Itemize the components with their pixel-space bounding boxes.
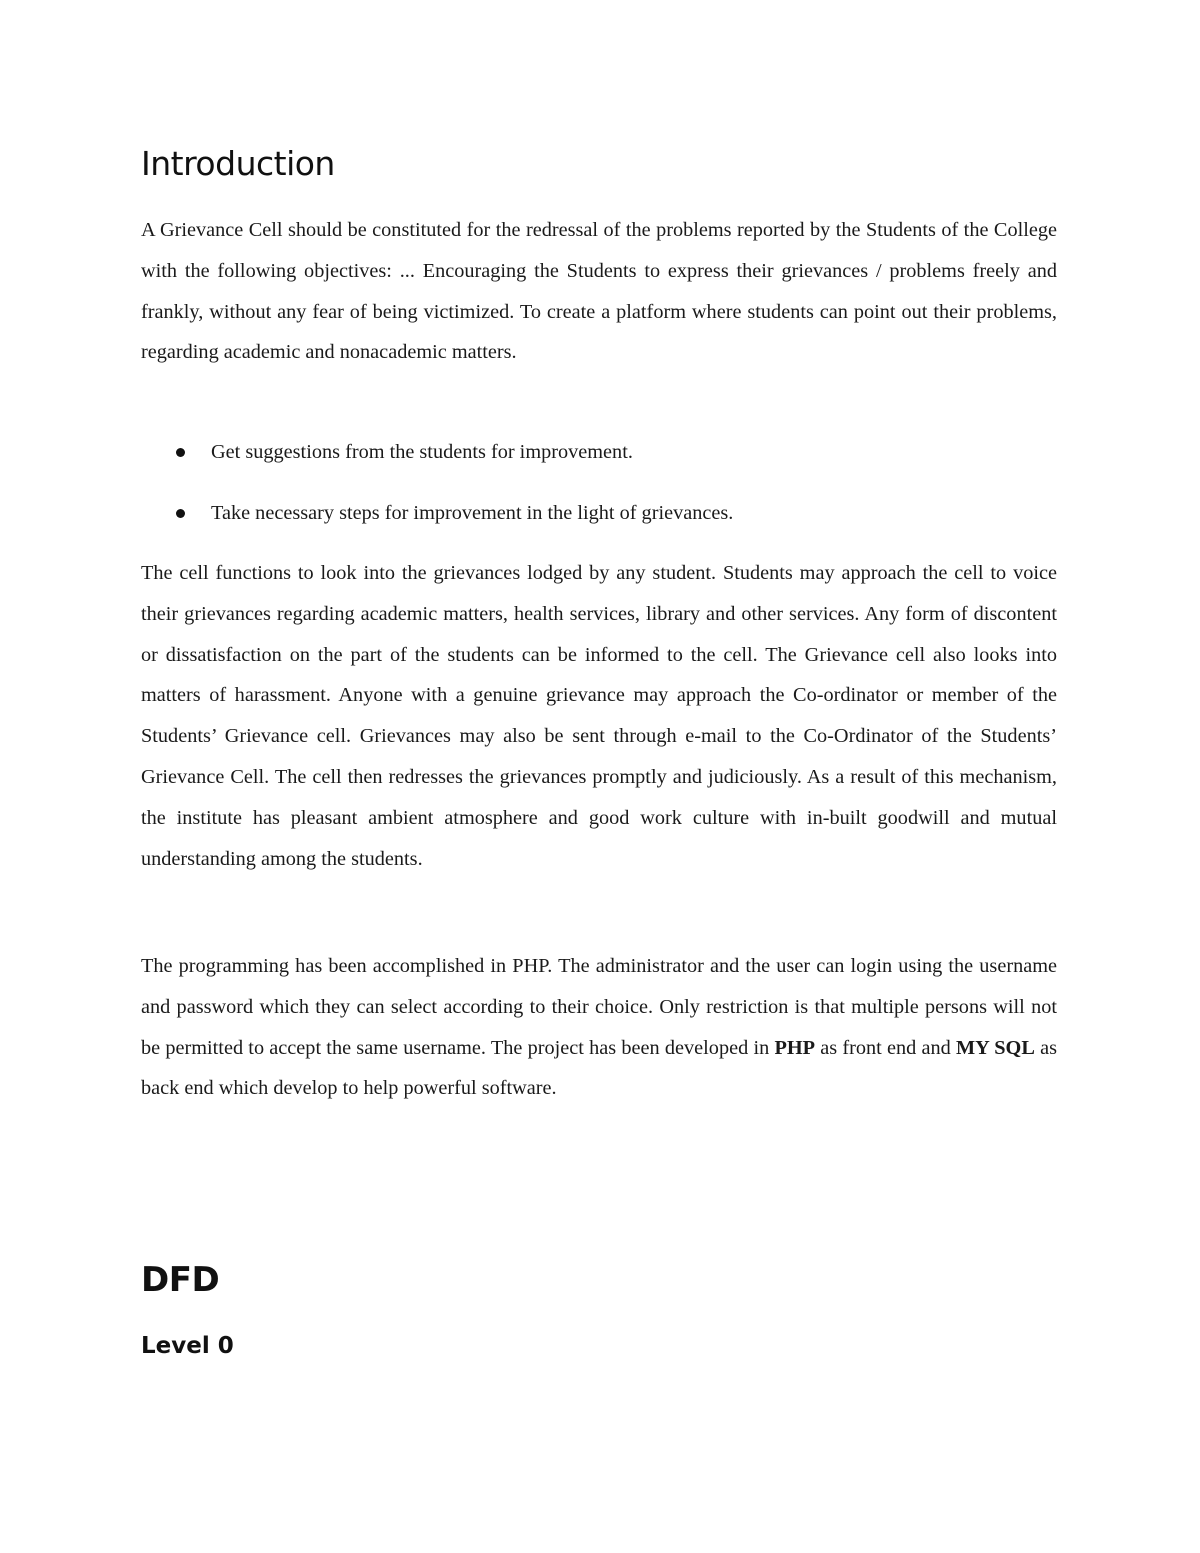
intro-heading: Introduction <box>141 144 335 183</box>
mysql-bold-text: MY SQL <box>956 1036 1035 1059</box>
dfd-heading: DFD <box>141 1260 220 1300</box>
programming-text-1: The programming has been accomplished in PHP. The administrator and the user can login using the username and password which they can select according to their choice. Only restriction is that multiple persons will not be permitted to accept the same username. The project has been developed in <box>141 955 1057 1059</box>
bullet-icon <box>176 509 185 518</box>
intro-paragraph: A Grievance Cell should be constituted for the redressal of the problems reported by the Students of the College with the following objectives: ... Encouraging the Students to express their grievances / problems freely and frankly, without any fear of being victimized. To create a platform where students can point out their problems, regarding academic and nonacademic matters. <box>141 219 1057 364</box>
list-item <box>141 432 1057 472</box>
list-item <box>141 493 1057 533</box>
programming-text-3: as back end which develop to help powerful software. <box>141 1036 1057 1100</box>
objectives-list <box>141 432 1057 554</box>
bullet-icon <box>176 448 185 457</box>
php-bold-text: PHP <box>774 1036 816 1059</box>
list-item-text: Get suggestions from the students for improvement. <box>211 441 633 463</box>
list-item-text: Take necessary steps for improvement in the light of grievances. <box>211 502 734 524</box>
programming-paragraph <box>141 946 1057 1109</box>
programming-text-2: as front end and <box>815 1036 957 1059</box>
cell-functions-paragraph: The cell functions to look into the grievances lodged by any student. Students may approach the cell to voice their grievances regarding academic matters, health services, library and other services. Any form of discontent or dissatisfaction on the part of the students can be informed to the cell. The Grievance cell also looks into matters of harassment. Anyone with a genuine grievance may approach the Co-ordinator or member of the Students’ Grievance cell. Grievances may also be sent through e-mail to the Co-Ordinator of the Students’ Grievance Cell. The cell then redresses the grievances promptly and judiciously. As a result of this mechanism, the institute has pleasant ambient atmosphere and good work culture with in-built goodwill and mutual understanding among the students. <box>141 562 1057 870</box>
level-heading: Level 0 <box>141 1333 234 1359</box>
